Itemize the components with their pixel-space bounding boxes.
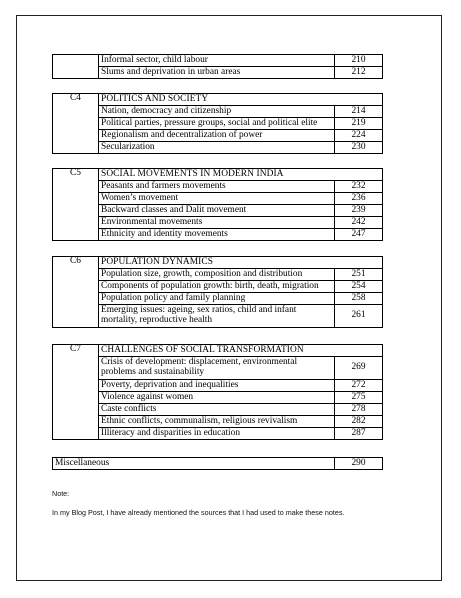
toc-row: [53, 55, 383, 67]
toc-item-label: Crisis of development: displacement, environmental problems and sustainability: [99, 357, 335, 380]
toc-item-label: Secularization: [99, 142, 335, 154]
toc-row: [53, 118, 383, 130]
toc-row: [53, 181, 383, 193]
section-title: POPULATION DYNAMICS: [99, 257, 383, 269]
toc-row: [53, 305, 383, 328]
toc-item-page: 269: [334, 357, 382, 380]
toc-item-page: 232: [334, 181, 382, 193]
toc-item-label: Backward classes and Dalit movement: [99, 205, 335, 217]
toc-item-page: 242: [334, 217, 382, 229]
toc-row: [53, 229, 383, 241]
toc-section-c5: [52, 168, 383, 241]
section-header-row: [53, 169, 383, 181]
toc-item-label: Peasants and farmers movements: [99, 181, 335, 193]
toc-item-label: Regionalism and decentralization of power: [99, 130, 335, 142]
misc-page: 290: [335, 458, 383, 470]
toc-row: [53, 357, 383, 380]
toc-row: [53, 281, 383, 293]
toc-section-c7: [52, 344, 383, 440]
section-code-cell: [53, 55, 99, 79]
toc-misc: [52, 457, 383, 470]
toc-row: [53, 293, 383, 305]
toc-item-page: 278: [334, 404, 382, 416]
toc-item-page: 251: [334, 269, 382, 281]
note-text: In my Blog Post, I have already mentioned the sources that I had used to make these notes.: [52, 508, 345, 517]
toc-item-page: 236: [334, 193, 382, 205]
toc-item-page: 239: [334, 205, 382, 217]
section-header-row: [53, 345, 383, 357]
toc-item-label: Emerging issues: ageing, sex ratios, child and infant mortality, reproductive health: [99, 305, 335, 328]
toc-item-page: 275: [334, 392, 382, 404]
toc-item-page: 219: [335, 118, 383, 130]
misc-label: Miscellaneous: [53, 458, 335, 470]
toc-item-page: 287: [334, 428, 382, 440]
toc-item-page: 282: [334, 416, 382, 428]
toc-item-label: Illiteracy and disparities in education: [99, 428, 335, 440]
toc-item-page: 224: [335, 130, 383, 142]
toc-row: [53, 416, 383, 428]
toc-item-page: 210: [335, 55, 383, 67]
toc-item-label: Population size, growth, composition and distribution: [99, 269, 335, 281]
toc-item-label: Environmental movements: [99, 217, 335, 229]
toc-item-label: Slums and deprivation in urban areas: [99, 67, 335, 79]
toc-item-page: 212: [335, 67, 383, 79]
toc-item-label: Violence against women: [99, 392, 335, 404]
toc-row: [53, 269, 383, 281]
note-heading: Note:: [52, 489, 70, 498]
toc-item-label: Political parties, pressure groups, social and political elite: [99, 118, 335, 130]
toc-item-label: Nation, democracy and citizenship: [99, 106, 335, 118]
toc-section-c6: [52, 256, 383, 328]
toc-item-page: 214: [335, 106, 383, 118]
toc-row: [53, 106, 383, 118]
toc-section-continued: [52, 54, 383, 79]
toc-item-page: 230: [335, 142, 383, 154]
toc-row: [53, 428, 383, 440]
toc-item-label: Ethnicity and identity movements: [99, 229, 335, 241]
toc-row: [53, 130, 383, 142]
section-code: C5: [53, 169, 99, 241]
toc-section-c4: [52, 93, 383, 154]
toc-item-label: Informal sector, child labour: [99, 55, 335, 67]
section-code: C7: [53, 345, 99, 440]
section-title: POLITICS AND SOCIETY: [99, 94, 383, 106]
toc-item-page: 258: [334, 293, 382, 305]
toc-row: [53, 392, 383, 404]
toc-row: [53, 193, 383, 205]
section-title: CHALLENGES OF SOCIAL TRANSFORMATION: [99, 345, 383, 357]
section-header-row: [53, 257, 383, 269]
section-header-row: [53, 94, 383, 106]
toc-row: [53, 458, 383, 470]
toc-item-page: 261: [334, 305, 382, 328]
toc-item-page: 247: [334, 229, 382, 241]
section-code: C6: [53, 257, 99, 328]
section-title: SOCIAL MOVEMENTS IN MODERN INDIA: [99, 169, 383, 181]
toc-item-page: 254: [334, 281, 382, 293]
toc-item-page: 272: [334, 380, 382, 392]
toc-item-label: Ethnic conflicts, communalism, religious revivalism: [99, 416, 335, 428]
toc-item-label: Population policy and family planning: [99, 293, 335, 305]
toc-row: [53, 142, 383, 154]
toc-row: [53, 217, 383, 229]
toc-row: [53, 404, 383, 416]
toc-item-label: Components of population growth: birth, death, migration: [99, 281, 335, 293]
section-code: C4: [53, 94, 99, 154]
toc-item-label: Poverty, deprivation and inequalities: [99, 380, 335, 392]
toc-row: [53, 67, 383, 79]
toc-item-label: Caste conflicts: [99, 404, 335, 416]
toc-row: [53, 205, 383, 217]
toc-item-label: Women’s movement: [99, 193, 335, 205]
toc-row: [53, 380, 383, 392]
